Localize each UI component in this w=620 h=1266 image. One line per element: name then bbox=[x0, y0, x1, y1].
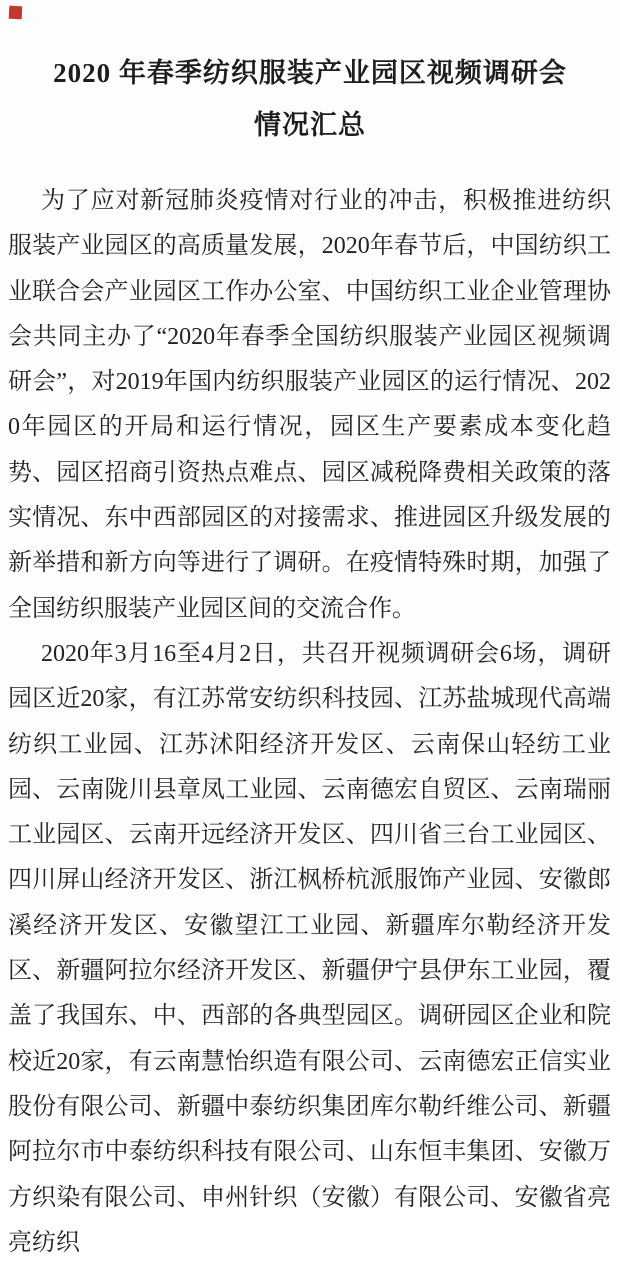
document-title-line1: 2020 年春季纺织服装产业园区视频调研会 bbox=[53, 58, 567, 88]
red-corner-mark bbox=[9, 6, 23, 20]
document-title-line2: 情况汇总 bbox=[254, 110, 366, 140]
paragraph-2: 2020年3月16至4月2日，共召开视频调研会6场，调研园区近20家，有江苏常安纺织科技园、江苏盐城现代高端纺织工业园、江苏沭阳经济开发区、云南保山轻纺工业园、云南陇川县章凤工业园、云南德宏自贸区、云南瑞丽工业园区、云南开远经济开发区、四川省三台工业园区、四川屏山经济开发区、浙江枫桥杭派服饰产业园、安徽郎溪经济开发区、安徽望江工业园、新疆库尔勒经济开发区、新疆阿拉尔经济开发区、新疆伊宁县伊东工业园，覆盖了我国东、中、西部的各典型园区。调研园区企业和院校近20家，有云南慧怡织造有限公司、云南德宏正信实业股份有限公司、新疆中泰纺织集团库尔勒纤维公司、新疆阿拉尔市中泰纺织科技有限公司、山东恒丰集团、安徽万方织染有限公司、申州针织（安徽）有限公司、安徽省亮亮纺织 bbox=[8, 640, 611, 1256]
document-body bbox=[0, 179, 620, 1266]
document-title bbox=[0, 0, 620, 151]
paragraph-1: 为了应对新冠肺炎疫情对行业的冲击，积极推进纺织服装产业园区的高质量发展，2020年春节后，中国纺织工业联合会产业园区工作办公室、中国纺织工业企业管理协会共同主办了“2020年春季全国纺织服装产业园区视频调研会”，对2019年国内纺织服装产业园区的运行情况、2020年园区的开局和运行情况，园区生产要素成本变化趋势、园区招商引资热点难点、园区减税降费相关政策的落实情况、东中西部园区的对接需求、推进园区升级发展的新举措和新方向等进行了调研。在疫情特殊时期，加强了全国纺织服装产业园区间的交流合作。 bbox=[8, 188, 611, 622]
